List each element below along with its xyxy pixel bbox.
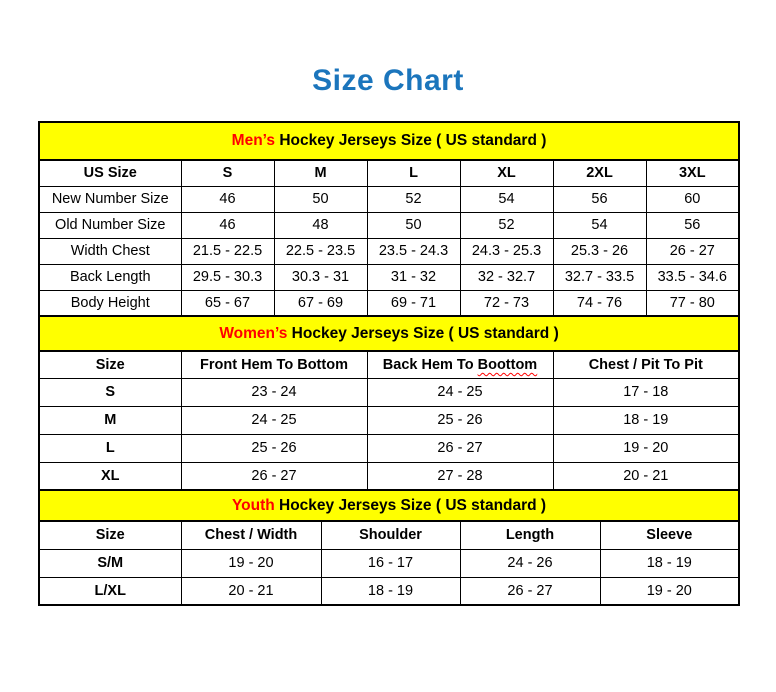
youth-title-band xyxy=(39,490,739,521)
cell: 54 xyxy=(460,186,553,212)
cell: 17 - 18 xyxy=(553,378,739,406)
table-row xyxy=(39,378,739,406)
cell: 20 - 21 xyxy=(553,462,739,490)
page-title: Size Chart xyxy=(312,64,464,97)
cell: 23 - 24 xyxy=(181,378,367,406)
table-row xyxy=(39,212,739,238)
cell: 20 - 21 xyxy=(181,577,321,605)
mens-title-band-cell xyxy=(39,122,739,160)
table-row xyxy=(39,238,739,264)
womens-title-rest: Hockey Jerseys Size ( US standard ) xyxy=(287,324,559,342)
cell: 74 - 76 xyxy=(553,290,646,316)
cell: 16 - 17 xyxy=(321,549,460,577)
womens-col-back-misspelled: Boottom xyxy=(477,356,538,373)
cell: 24 - 25 xyxy=(181,406,367,434)
mens-col-header: 3XL xyxy=(646,160,739,186)
table-row xyxy=(39,186,739,212)
youth-header-row xyxy=(39,521,739,549)
cell: 24.3 - 25.3 xyxy=(460,238,553,264)
cell: 18 - 19 xyxy=(600,549,739,577)
youth-title-rest: Hockey Jerseys Size ( US standard ) xyxy=(274,496,547,514)
cell: 52 xyxy=(367,186,460,212)
cell: 60 xyxy=(646,186,739,212)
row-label: L xyxy=(39,434,181,462)
womens-header-row xyxy=(39,351,739,378)
mens-size-table xyxy=(38,121,740,317)
womens-col-header xyxy=(367,351,553,378)
youth-title-band-cell xyxy=(39,490,739,521)
mens-col-header: L xyxy=(367,160,460,186)
cell: 21.5 - 22.5 xyxy=(181,238,274,264)
cell: 46 xyxy=(181,186,274,212)
table-row xyxy=(39,549,739,577)
cell: 26 - 27 xyxy=(646,238,739,264)
youth-col-header: Chest / Width xyxy=(181,521,321,549)
cell: 18 - 19 xyxy=(321,577,460,605)
table-row xyxy=(39,264,739,290)
mens-title-band xyxy=(39,122,739,160)
youth-col-header: Sleeve xyxy=(600,521,739,549)
cell: 46 xyxy=(181,212,274,238)
cell: 29.5 - 30.3 xyxy=(181,264,274,290)
row-label: Back Length xyxy=(39,264,181,290)
cell: 33.5 - 34.6 xyxy=(646,264,739,290)
row-label: L/XL xyxy=(39,577,181,605)
womens-col-header: Size xyxy=(39,351,181,378)
row-label: M xyxy=(39,406,181,434)
youth-col-header: Shoulder xyxy=(321,521,460,549)
row-label: Width Chest xyxy=(39,238,181,264)
cell: 26 - 27 xyxy=(181,462,367,490)
cell: 19 - 20 xyxy=(181,549,321,577)
mens-col-header: XL xyxy=(460,160,553,186)
youth-col-header: Size xyxy=(39,521,181,549)
youth-col-header: Length xyxy=(460,521,600,549)
cell: 69 - 71 xyxy=(367,290,460,316)
cell: 56 xyxy=(553,186,646,212)
cell: 54 xyxy=(553,212,646,238)
cell: 32 - 32.7 xyxy=(460,264,553,290)
cell: 19 - 20 xyxy=(553,434,739,462)
row-label: S xyxy=(39,378,181,406)
table-row xyxy=(39,406,739,434)
cell: 19 - 20 xyxy=(600,577,739,605)
table-row xyxy=(39,577,739,605)
cell: 26 - 27 xyxy=(460,577,600,605)
row-label: New Number Size xyxy=(39,186,181,212)
cell: 25 - 26 xyxy=(367,406,553,434)
cell: 23.5 - 24.3 xyxy=(367,238,460,264)
cell: 65 - 67 xyxy=(181,290,274,316)
womens-col-back-prefix: Back Hem To xyxy=(382,356,474,373)
mens-col-header: US Size xyxy=(39,160,181,186)
cell: 67 - 69 xyxy=(274,290,367,316)
womens-title-band-cell xyxy=(39,316,739,351)
row-label: Old Number Size xyxy=(39,212,181,238)
mens-title-accent: Men’s xyxy=(231,132,276,149)
womens-col-header: Chest / Pit To Pit xyxy=(553,351,739,378)
mens-header-row xyxy=(39,160,739,186)
cell: 26 - 27 xyxy=(367,434,553,462)
womens-col-header: Front Hem To Bottom xyxy=(181,351,367,378)
cell: 24 - 26 xyxy=(460,549,600,577)
cell: 72 - 73 xyxy=(460,290,553,316)
row-label: Body Height xyxy=(39,290,181,316)
cell: 52 xyxy=(460,212,553,238)
mens-col-header: M xyxy=(274,160,367,186)
table-row xyxy=(39,462,739,490)
cell: 31 - 32 xyxy=(367,264,460,290)
cell: 50 xyxy=(367,212,460,238)
cell: 30.3 - 31 xyxy=(274,264,367,290)
cell: 27 - 28 xyxy=(367,462,553,490)
row-label: XL xyxy=(39,462,181,490)
cell: 77 - 80 xyxy=(646,290,739,316)
cell: 24 - 25 xyxy=(367,378,553,406)
cell: 22.5 - 23.5 xyxy=(274,238,367,264)
table-row xyxy=(39,434,739,462)
table-row xyxy=(39,290,739,316)
mens-title-rest: Hockey Jerseys Size ( US standard ) xyxy=(275,132,547,149)
womens-title-accent: Women’s xyxy=(219,324,288,342)
cell: 25.3 - 26 xyxy=(553,238,646,264)
row-label: S/M xyxy=(39,549,181,577)
womens-size-table xyxy=(38,315,740,491)
cell: 50 xyxy=(274,186,367,212)
youth-title-accent: Youth xyxy=(231,496,275,514)
cell: 18 - 19 xyxy=(553,406,739,434)
cell: 48 xyxy=(274,212,367,238)
mens-col-header: 2XL xyxy=(553,160,646,186)
womens-title-band xyxy=(39,316,739,351)
cell: 56 xyxy=(646,212,739,238)
cell: 25 - 26 xyxy=(181,434,367,462)
youth-size-table xyxy=(38,489,740,606)
cell: 32.7 - 33.5 xyxy=(553,264,646,290)
mens-col-header: S xyxy=(181,160,274,186)
size-chart-tables xyxy=(38,121,738,606)
